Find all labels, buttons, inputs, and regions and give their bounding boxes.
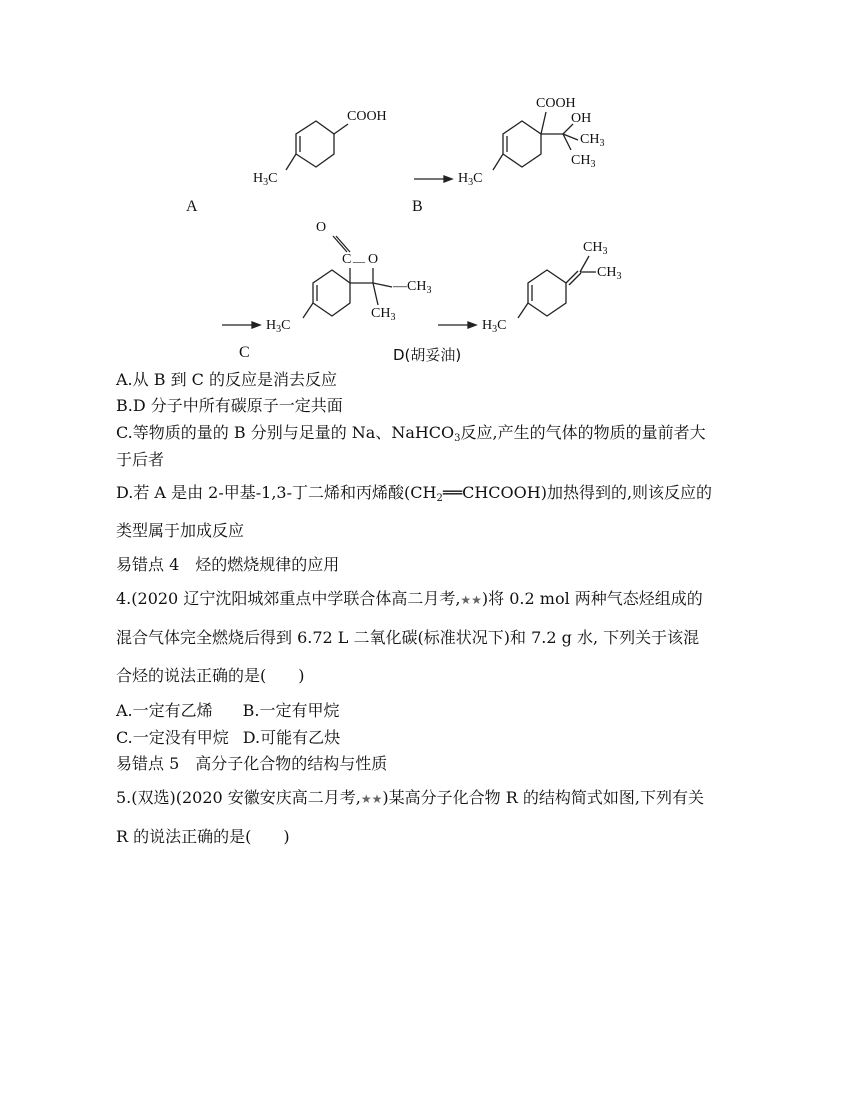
a-sub3: 3 <box>263 177 269 188</box>
q3-option-b: B.D 分子中所有碳原子一定共面 <box>116 396 343 415</box>
c-carbonyl-o: O <box>316 220 327 235</box>
b-ch3-top: $CH_3$ <box>580 132 605 149</box>
molecule-b-ring <box>493 112 578 170</box>
reaction-scheme <box>0 0 860 370</box>
arrow-c-d <box>438 322 476 328</box>
d-ch3-top: $CH_3$ <box>583 240 608 257</box>
c-ch3-right: $—CH_3$ <box>393 279 432 296</box>
difficulty-stars: ★★ <box>360 792 383 806</box>
q4-option-a: A.一定有乙烯 <box>116 701 213 720</box>
q4-options-row-2 <box>116 728 340 748</box>
a-h3c-label <box>253 171 277 188</box>
b-h3c-label: $H_3C$ <box>458 171 483 188</box>
q3-option-d: D.若 A 是由 2-甲基-1,3-丁二烯和丙烯酸$(CH_2══CHCOOH)$加热得到的,则该反应的 <box>116 483 713 504</box>
difficulty-stars: ★★ <box>460 593 482 607</box>
q4-options-row-1 <box>116 701 340 721</box>
c-ring-o: O <box>368 252 379 267</box>
molecule-d-label: D(胡妥油) <box>393 346 462 364</box>
a-h: H <box>253 171 264 186</box>
q4-line-2: 混合气体完全燃烧后得到 6.72 L 二氧化碳(标准状况下)和 7.2 g 水, 下列关于该混 <box>116 628 700 647</box>
b-cooh-label: COOH <box>536 96 576 111</box>
molecule-a-label: A <box>186 198 198 215</box>
d-h3c-label: $H_3C$ <box>482 318 507 335</box>
arrow-b-c <box>222 322 260 328</box>
a-c: C <box>268 171 278 186</box>
b-oh-label: OH <box>571 111 592 126</box>
q4-line-1: 4.(2020 辽宁沈阳城郊重点中学联合体高二月考,★★)将 0.2 mol 两种气态烃组成的 <box>116 589 703 608</box>
q4-line-3: 合烃的说法正确的是( ) <box>116 666 305 685</box>
q3-option-d-cont: 类型属于加成反应 <box>116 521 245 540</box>
d-ch3-right: $CH_3$ <box>597 265 622 282</box>
c-h3c-label: $H_3C$ <box>266 318 291 335</box>
q5-line-1: 5.(双选)(2020 安徽安庆高二月考,★★)某高分子化合物 R 的结构简式如图,下列有关 <box>116 788 704 807</box>
a-cooh-label: COOH <box>347 109 387 124</box>
q4-option-b: B.一定有甲烷 <box>242 701 340 720</box>
molecule-d-ring <box>518 256 596 318</box>
molecule-b-label: B <box>412 198 423 215</box>
c-ch3-bottom: $CH_3$ <box>371 306 396 323</box>
arrow-a-b <box>414 176 452 182</box>
q5-line-2: R 的说法正确的是( ) <box>116 827 290 846</box>
section-5-heading: 易错点 5 高分子化合物的结构与性质 <box>116 754 388 773</box>
q3-option-c: C.等物质的量的 B 分别与足量的 Na、NaHCO$_3$反应,产生的气体的物质的量前者大 <box>116 423 706 444</box>
c-ring-c: C <box>342 252 352 267</box>
q3-option-a: A.从 B 到 C 的反应是消去反应 <box>116 370 337 389</box>
c-dash: — <box>353 254 365 268</box>
q3-option-c-cont: 于后者 <box>116 450 165 469</box>
molecule-a-ring <box>286 121 348 170</box>
section-4-heading: 易错点 4 烃的燃烧规律的应用 <box>116 555 340 574</box>
q4-option-d: D.可能有乙炔 <box>242 728 341 747</box>
q4-option-c: C.一定没有甲烷 <box>116 728 229 747</box>
b-ch3-bottom: $CH_3$ <box>571 153 596 170</box>
molecule-c-label: C <box>239 344 250 361</box>
